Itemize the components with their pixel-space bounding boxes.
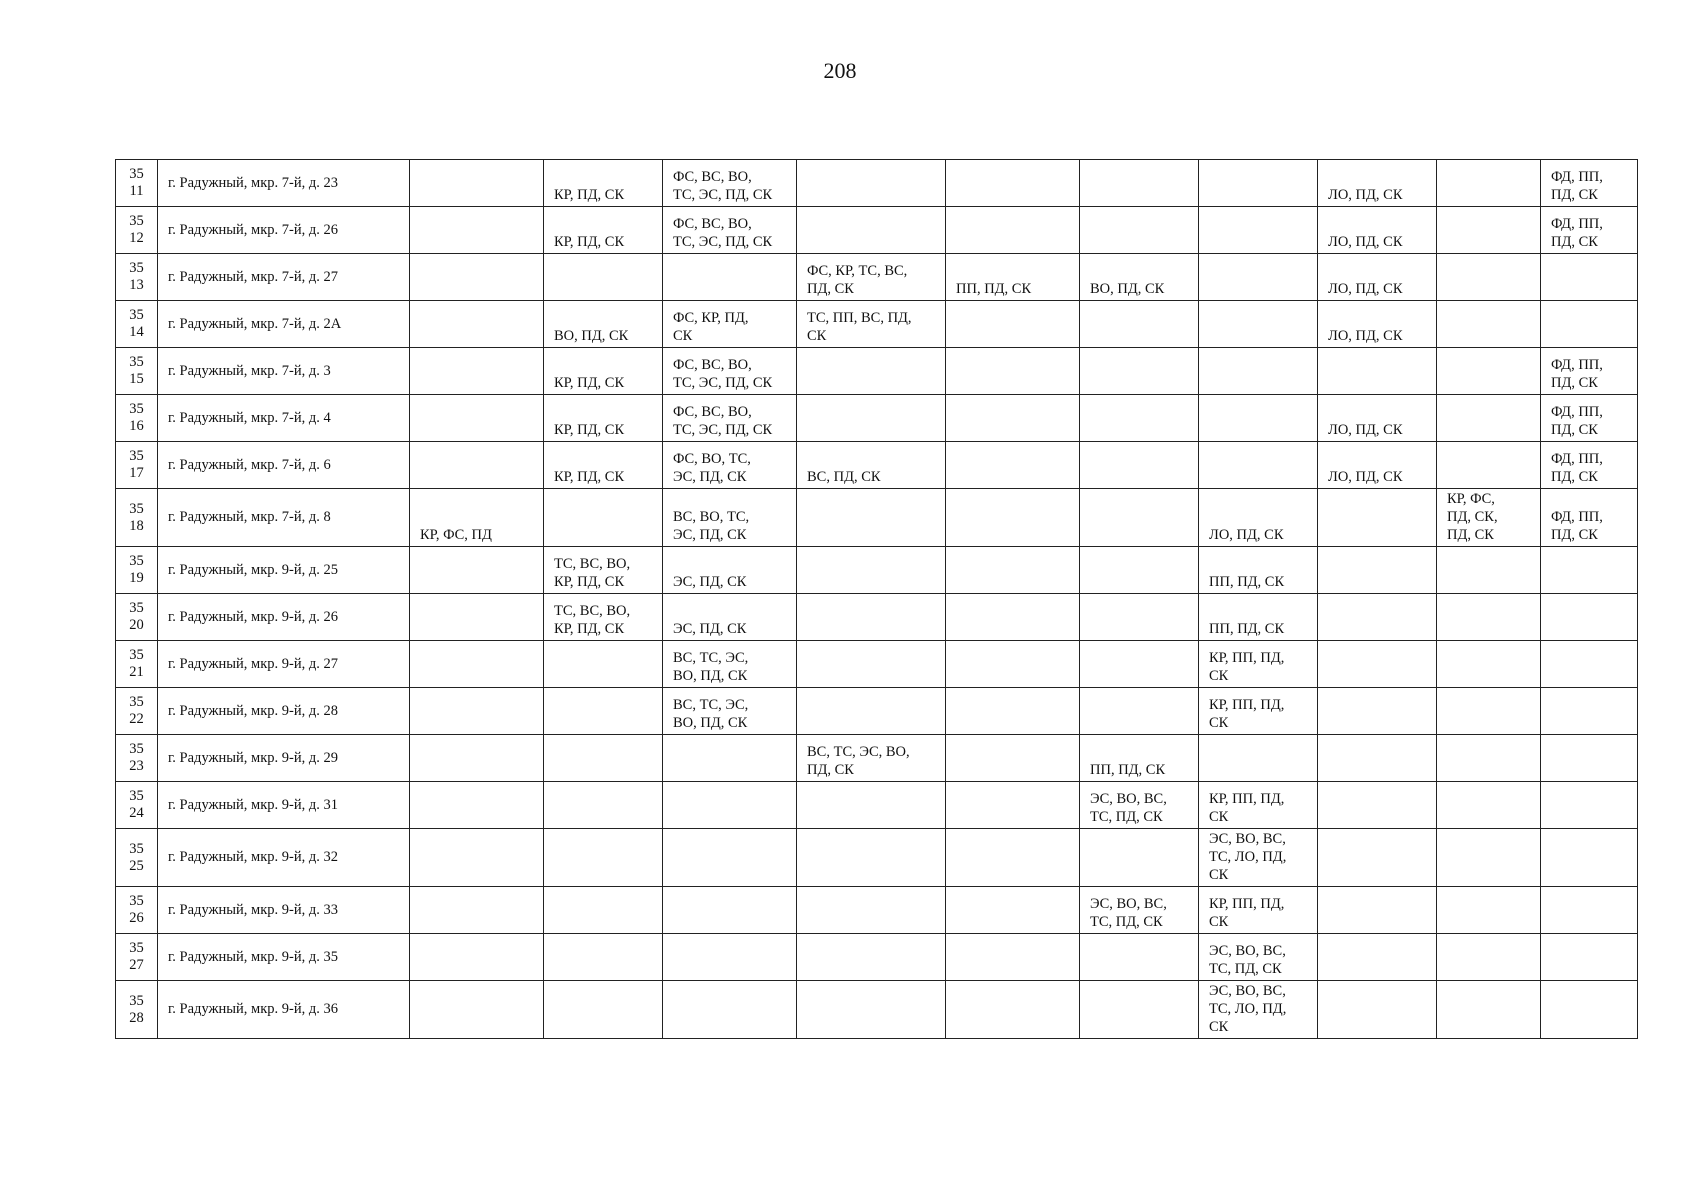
work-type-cell bbox=[544, 829, 663, 887]
work-type-cell bbox=[410, 301, 544, 348]
work-type-cell bbox=[946, 301, 1080, 348]
work-type-cell: КР, ПД, СК bbox=[544, 160, 663, 207]
work-type-cell bbox=[797, 641, 946, 688]
work-type-cell bbox=[410, 829, 544, 887]
work-type-cell: КР, ФС, ПД bbox=[410, 489, 544, 547]
work-type-cell bbox=[663, 934, 797, 981]
work-type-cell bbox=[1080, 688, 1199, 735]
work-type-cell: КР, ПД, СК bbox=[544, 395, 663, 442]
work-type-cell: ЭС, ПД, СК bbox=[663, 594, 797, 641]
work-type-cell bbox=[1541, 782, 1638, 829]
row-number: 35 18 bbox=[116, 489, 158, 547]
work-type-cell bbox=[946, 160, 1080, 207]
work-type-cell bbox=[797, 395, 946, 442]
work-type-cell bbox=[1437, 254, 1541, 301]
work-type-cell bbox=[544, 641, 663, 688]
work-type-cell bbox=[1541, 547, 1638, 594]
address-cell: г. Радужный, мкр. 9-й, д. 27 bbox=[158, 641, 410, 688]
work-type-cell: ВС, ВО, ТС, ЭС, ПД, СК bbox=[663, 489, 797, 547]
work-type-cell: ВО, ПД, СК bbox=[1080, 254, 1199, 301]
work-type-cell bbox=[1318, 547, 1437, 594]
row-number: 35 20 bbox=[116, 594, 158, 641]
work-type-cell: ЛО, ПД, СК bbox=[1318, 395, 1437, 442]
row-number: 35 11 bbox=[116, 160, 158, 207]
work-type-cell bbox=[1199, 301, 1318, 348]
work-type-cell: ВС, ПД, СК bbox=[797, 442, 946, 489]
work-type-cell bbox=[946, 887, 1080, 934]
work-type-cell bbox=[946, 348, 1080, 395]
work-type-cell bbox=[946, 395, 1080, 442]
address-cell: г. Радужный, мкр. 7-й, д. 23 bbox=[158, 160, 410, 207]
row-number: 35 19 bbox=[116, 547, 158, 594]
work-type-cell bbox=[1080, 489, 1199, 547]
work-type-cell bbox=[1318, 829, 1437, 887]
table-row bbox=[116, 348, 1638, 395]
work-type-cell bbox=[410, 981, 544, 1039]
address-cell: г. Радужный, мкр. 7-й, д. 4 bbox=[158, 395, 410, 442]
work-type-cell bbox=[1318, 594, 1437, 641]
work-type-cell bbox=[797, 934, 946, 981]
work-type-cell bbox=[410, 735, 544, 782]
work-type-cell bbox=[1541, 254, 1638, 301]
work-type-cell: ВС, ТС, ЭС, ВО, ПД, СК bbox=[797, 735, 946, 782]
work-type-cell bbox=[544, 887, 663, 934]
address-cell: г. Радужный, мкр. 7-й, д. 8 bbox=[158, 489, 410, 547]
table-row bbox=[116, 207, 1638, 254]
work-type-cell: ТС, ВС, ВО, КР, ПД, СК bbox=[544, 594, 663, 641]
work-type-cell bbox=[544, 981, 663, 1039]
work-type-cell bbox=[1080, 594, 1199, 641]
work-type-cell bbox=[946, 207, 1080, 254]
work-type-cell bbox=[544, 735, 663, 782]
work-type-cell bbox=[1437, 688, 1541, 735]
table-row bbox=[116, 981, 1638, 1039]
work-type-cell: ЛО, ПД, СК bbox=[1318, 207, 1437, 254]
row-number: 35 16 bbox=[116, 395, 158, 442]
work-type-cell bbox=[1541, 887, 1638, 934]
work-type-cell bbox=[1437, 887, 1541, 934]
work-type-cell: КР, ПД, СК bbox=[544, 348, 663, 395]
work-type-cell: КР, ПП, ПД, СК bbox=[1199, 887, 1318, 934]
work-type-cell bbox=[544, 934, 663, 981]
work-type-cell bbox=[946, 547, 1080, 594]
work-type-cell: КР, ПП, ПД, СК bbox=[1199, 641, 1318, 688]
work-type-cell bbox=[1080, 395, 1199, 442]
work-type-cell bbox=[410, 254, 544, 301]
work-type-cell: ЭС, ВО, ВС, ТС, ЛО, ПД, СК bbox=[1199, 829, 1318, 887]
work-type-cell bbox=[1080, 301, 1199, 348]
work-type-cell: ЭС, ВО, ВС, ТС, ЛО, ПД, СК bbox=[1199, 981, 1318, 1039]
work-type-cell bbox=[410, 207, 544, 254]
work-type-cell: ФД, ПП, ПД, СК bbox=[1541, 160, 1638, 207]
work-type-cell: ВО, ПД, СК bbox=[544, 301, 663, 348]
work-type-cell bbox=[946, 782, 1080, 829]
work-type-cell bbox=[1437, 641, 1541, 688]
work-type-cell bbox=[1541, 981, 1638, 1039]
work-type-cell bbox=[1437, 829, 1541, 887]
work-type-cell bbox=[1080, 641, 1199, 688]
work-type-cell bbox=[797, 688, 946, 735]
work-type-cell: КР, ПП, ПД, СК bbox=[1199, 688, 1318, 735]
work-type-cell bbox=[1199, 442, 1318, 489]
table-row bbox=[116, 395, 1638, 442]
work-type-cell bbox=[663, 254, 797, 301]
table-row bbox=[116, 594, 1638, 641]
work-type-cell bbox=[1541, 829, 1638, 887]
address-cell: г. Радужный, мкр. 7-й, д. 2А bbox=[158, 301, 410, 348]
work-type-cell bbox=[1437, 782, 1541, 829]
work-type-cell bbox=[410, 887, 544, 934]
work-type-cell bbox=[946, 442, 1080, 489]
work-type-cell: ЭС, ВО, ВС, ТС, ПД, СК bbox=[1080, 782, 1199, 829]
row-number: 35 15 bbox=[116, 348, 158, 395]
work-type-cell: ФД, ПП, ПД, СК bbox=[1541, 489, 1638, 547]
work-type-cell bbox=[946, 934, 1080, 981]
work-type-cell bbox=[1080, 829, 1199, 887]
row-number: 35 12 bbox=[116, 207, 158, 254]
work-type-cell: ПП, ПД, СК bbox=[1199, 594, 1318, 641]
row-number: 35 26 bbox=[116, 887, 158, 934]
work-type-cell bbox=[1437, 735, 1541, 782]
address-cell: г. Радужный, мкр. 9-й, д. 36 bbox=[158, 981, 410, 1039]
address-cell: г. Радужный, мкр. 7-й, д. 3 bbox=[158, 348, 410, 395]
row-number: 35 13 bbox=[116, 254, 158, 301]
work-type-cell bbox=[410, 782, 544, 829]
work-type-cell bbox=[1541, 641, 1638, 688]
work-type-cell bbox=[946, 688, 1080, 735]
schedule-table bbox=[115, 159, 1638, 1039]
work-type-cell bbox=[946, 981, 1080, 1039]
work-type-cell: КР, ПД, СК bbox=[544, 442, 663, 489]
work-type-cell: ТС, ПП, ВС, ПД, СК bbox=[797, 301, 946, 348]
work-type-cell bbox=[1318, 887, 1437, 934]
work-type-cell bbox=[544, 489, 663, 547]
work-type-cell: ВС, ТС, ЭС, ВО, ПД, СК bbox=[663, 688, 797, 735]
work-type-cell bbox=[1080, 207, 1199, 254]
work-type-cell bbox=[544, 782, 663, 829]
work-type-cell: ТС, ВС, ВО, КР, ПД, СК bbox=[544, 547, 663, 594]
work-type-cell bbox=[1318, 688, 1437, 735]
work-type-cell bbox=[1318, 782, 1437, 829]
work-type-cell bbox=[946, 829, 1080, 887]
work-type-cell: ЭС, ВО, ВС, ТС, ПД, СК bbox=[1199, 934, 1318, 981]
work-type-cell bbox=[797, 207, 946, 254]
work-type-cell: ФС, ВС, ВО, ТС, ЭС, ПД, СК bbox=[663, 348, 797, 395]
table-row bbox=[116, 160, 1638, 207]
work-type-cell bbox=[1437, 547, 1541, 594]
work-type-cell bbox=[410, 160, 544, 207]
work-type-cell bbox=[663, 735, 797, 782]
work-type-cell bbox=[946, 735, 1080, 782]
work-type-cell bbox=[1541, 735, 1638, 782]
work-type-cell: ФС, КР, ТС, ВС, ПД, СК bbox=[797, 254, 946, 301]
table-row bbox=[116, 829, 1638, 887]
work-type-cell bbox=[946, 641, 1080, 688]
address-cell: г. Радужный, мкр. 7-й, д. 27 bbox=[158, 254, 410, 301]
page-number: 208 bbox=[823, 58, 857, 83]
work-type-cell bbox=[663, 829, 797, 887]
row-number: 35 28 bbox=[116, 981, 158, 1039]
work-type-cell bbox=[544, 254, 663, 301]
address-cell: г. Радужный, мкр. 9-й, д. 31 bbox=[158, 782, 410, 829]
address-cell: г. Радужный, мкр. 7-й, д. 6 bbox=[158, 442, 410, 489]
work-type-cell: ПП, ПД, СК bbox=[1080, 735, 1199, 782]
table-row bbox=[116, 934, 1638, 981]
work-type-cell bbox=[1080, 160, 1199, 207]
address-cell: г. Радужный, мкр. 9-й, д. 33 bbox=[158, 887, 410, 934]
work-type-cell bbox=[797, 348, 946, 395]
address-cell: г. Радужный, мкр. 7-й, д. 26 bbox=[158, 207, 410, 254]
work-type-cell bbox=[1199, 395, 1318, 442]
work-type-cell bbox=[797, 981, 946, 1039]
row-number: 35 14 bbox=[116, 301, 158, 348]
work-type-cell: КР, ФС, ПД, СК, ПД, СК bbox=[1437, 489, 1541, 547]
work-type-cell: ЛО, ПД, СК bbox=[1199, 489, 1318, 547]
work-type-cell bbox=[1437, 348, 1541, 395]
work-type-cell bbox=[1199, 160, 1318, 207]
work-type-cell: КР, ПП, ПД, СК bbox=[1199, 782, 1318, 829]
work-type-cell bbox=[1541, 594, 1638, 641]
work-type-cell bbox=[797, 547, 946, 594]
work-type-cell bbox=[410, 395, 544, 442]
row-number: 35 23 bbox=[116, 735, 158, 782]
work-type-cell bbox=[1437, 442, 1541, 489]
work-type-cell bbox=[1437, 594, 1541, 641]
table-row bbox=[116, 887, 1638, 934]
work-type-cell bbox=[1318, 934, 1437, 981]
work-type-cell: ЭС, ПД, СК bbox=[663, 547, 797, 594]
address-cell: г. Радужный, мкр. 9-й, д. 29 bbox=[158, 735, 410, 782]
work-type-cell bbox=[1199, 207, 1318, 254]
work-type-cell bbox=[1541, 301, 1638, 348]
table-row bbox=[116, 489, 1638, 547]
work-type-cell: ПП, ПД, СК bbox=[946, 254, 1080, 301]
work-type-cell bbox=[1080, 547, 1199, 594]
work-type-cell: ЛО, ПД, СК bbox=[1318, 442, 1437, 489]
work-type-cell bbox=[1080, 981, 1199, 1039]
work-type-cell bbox=[1199, 254, 1318, 301]
table-row bbox=[116, 641, 1638, 688]
work-type-cell: КР, ПД, СК bbox=[544, 207, 663, 254]
work-type-cell: ФД, ПП, ПД, СК bbox=[1541, 348, 1638, 395]
table-row bbox=[116, 442, 1638, 489]
work-type-cell: ФС, ВС, ВО, ТС, ЭС, ПД, СК bbox=[663, 160, 797, 207]
table-row bbox=[116, 254, 1638, 301]
address-cell: г. Радужный, мкр. 9-й, д. 35 bbox=[158, 934, 410, 981]
work-type-cell: ФС, ВС, ВО, ТС, ЭС, ПД, СК bbox=[663, 207, 797, 254]
work-type-cell bbox=[410, 348, 544, 395]
address-cell: г. Радужный, мкр. 9-й, д. 26 bbox=[158, 594, 410, 641]
work-type-cell: ФС, КР, ПД, СК bbox=[663, 301, 797, 348]
work-type-cell: ФД, ПП, ПД, СК bbox=[1541, 395, 1638, 442]
work-type-cell: ФС, ВС, ВО, ТС, ЭС, ПД, СК bbox=[663, 395, 797, 442]
work-type-cell bbox=[1437, 981, 1541, 1039]
work-type-cell bbox=[1080, 934, 1199, 981]
address-cell: г. Радужный, мкр. 9-й, д. 32 bbox=[158, 829, 410, 887]
row-number: 35 25 bbox=[116, 829, 158, 887]
work-type-cell bbox=[410, 442, 544, 489]
work-type-cell bbox=[797, 160, 946, 207]
row-number: 35 22 bbox=[116, 688, 158, 735]
work-type-cell bbox=[1199, 735, 1318, 782]
work-type-cell bbox=[1318, 981, 1437, 1039]
work-type-cell: ФД, ПП, ПД, СК bbox=[1541, 442, 1638, 489]
work-type-cell: ВС, ТС, ЭС, ВО, ПД, СК bbox=[663, 641, 797, 688]
work-type-cell bbox=[1437, 207, 1541, 254]
work-type-cell bbox=[797, 594, 946, 641]
work-type-cell bbox=[544, 688, 663, 735]
work-type-cell bbox=[1318, 348, 1437, 395]
work-type-cell bbox=[1318, 735, 1437, 782]
table-row bbox=[116, 301, 1638, 348]
work-type-cell bbox=[410, 594, 544, 641]
work-type-cell bbox=[946, 594, 1080, 641]
work-type-cell bbox=[1437, 160, 1541, 207]
work-type-cell bbox=[1080, 348, 1199, 395]
work-type-cell: ЭС, ВО, ВС, ТС, ПД, СК bbox=[1080, 887, 1199, 934]
table-row bbox=[116, 688, 1638, 735]
work-type-cell bbox=[410, 641, 544, 688]
table-row bbox=[116, 782, 1638, 829]
work-type-cell bbox=[1318, 641, 1437, 688]
work-type-cell bbox=[410, 547, 544, 594]
work-type-cell bbox=[1199, 348, 1318, 395]
work-type-cell bbox=[663, 782, 797, 829]
work-type-cell bbox=[1541, 688, 1638, 735]
work-type-cell: ФД, ПП, ПД, СК bbox=[1541, 207, 1638, 254]
work-type-cell: ЛО, ПД, СК bbox=[1318, 254, 1437, 301]
work-type-cell bbox=[1541, 934, 1638, 981]
work-type-cell bbox=[663, 981, 797, 1039]
work-type-cell bbox=[410, 934, 544, 981]
table-row bbox=[116, 735, 1638, 782]
work-type-cell bbox=[946, 489, 1080, 547]
work-type-cell bbox=[1080, 442, 1199, 489]
work-type-cell: ЛО, ПД, СК bbox=[1318, 301, 1437, 348]
address-cell: г. Радужный, мкр. 9-й, д. 25 bbox=[158, 547, 410, 594]
work-type-cell bbox=[797, 489, 946, 547]
row-number: 35 17 bbox=[116, 442, 158, 489]
work-type-cell bbox=[797, 782, 946, 829]
work-type-cell: ПП, ПД, СК bbox=[1199, 547, 1318, 594]
work-type-cell bbox=[797, 829, 946, 887]
row-number: 35 21 bbox=[116, 641, 158, 688]
table-row bbox=[116, 547, 1638, 594]
work-type-cell bbox=[663, 887, 797, 934]
work-type-cell: ФС, ВО, ТС, ЭС, ПД, СК bbox=[663, 442, 797, 489]
row-number: 35 24 bbox=[116, 782, 158, 829]
work-type-cell bbox=[1437, 934, 1541, 981]
work-type-cell bbox=[1318, 489, 1437, 547]
work-type-cell: ЛО, ПД, СК bbox=[1318, 160, 1437, 207]
work-type-cell bbox=[1437, 395, 1541, 442]
address-cell: г. Радужный, мкр. 9-й, д. 28 bbox=[158, 688, 410, 735]
row-number: 35 27 bbox=[116, 934, 158, 981]
work-type-cell bbox=[797, 887, 946, 934]
work-type-cell bbox=[1437, 301, 1541, 348]
work-type-cell bbox=[410, 688, 544, 735]
